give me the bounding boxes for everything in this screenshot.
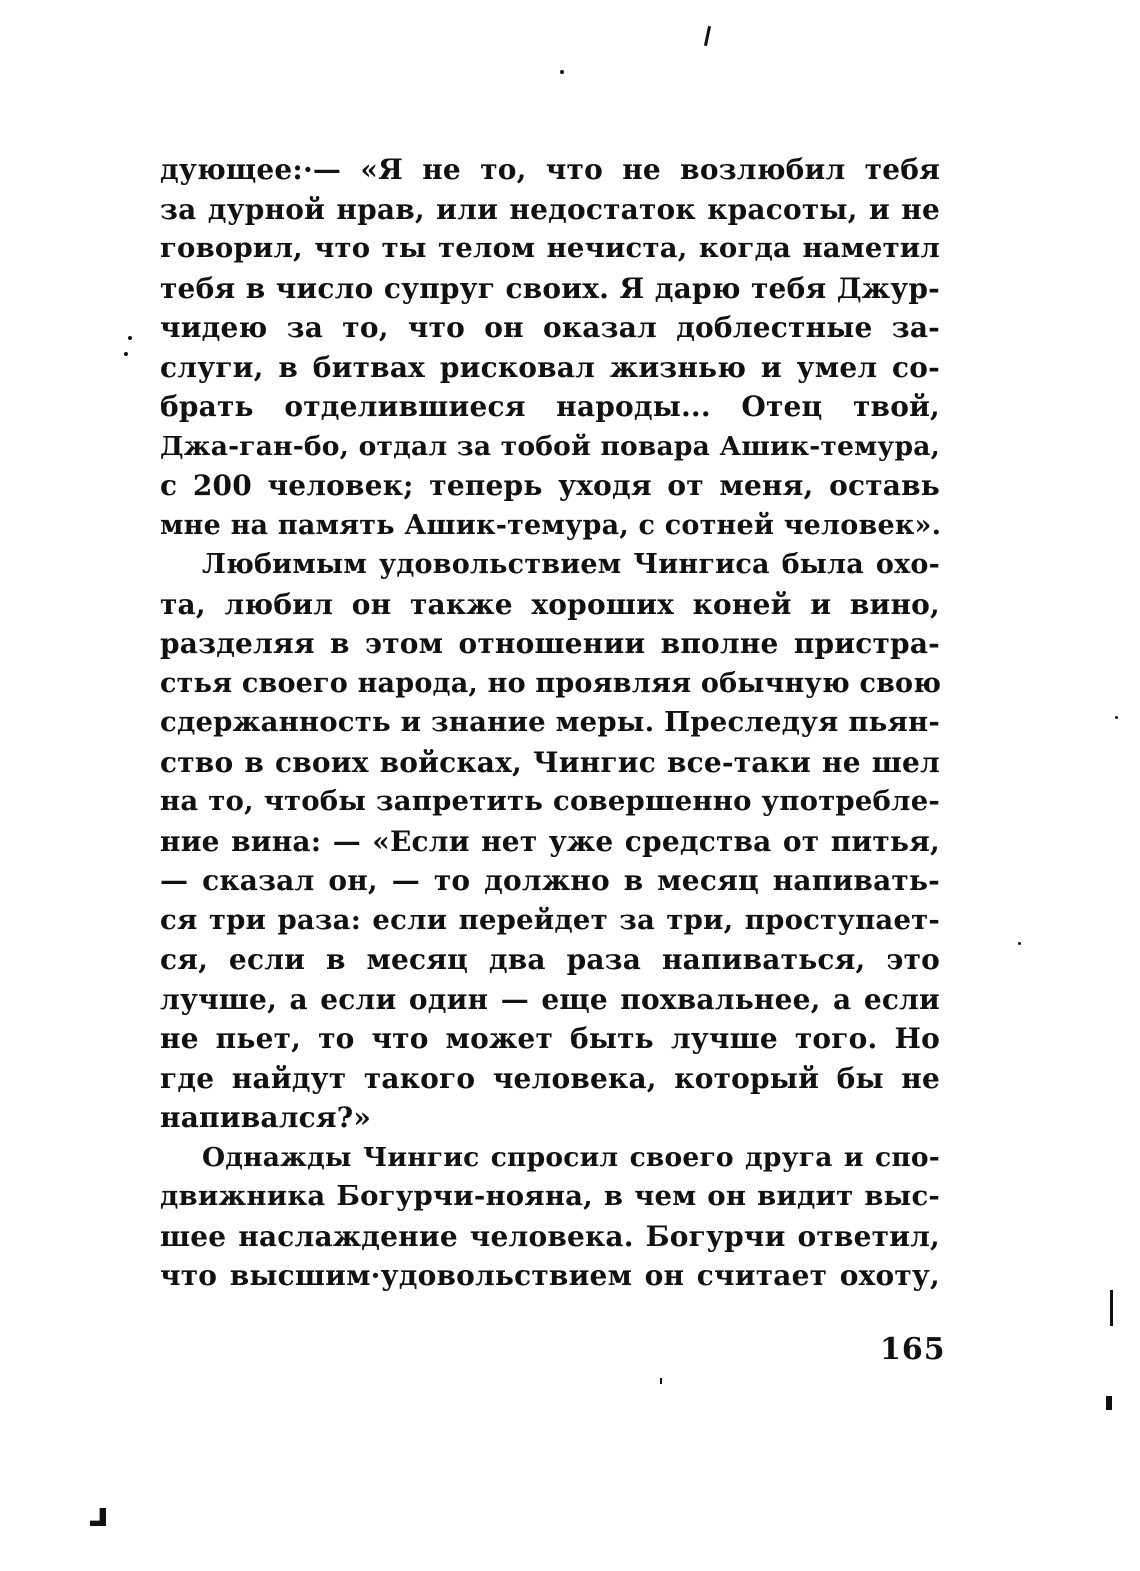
- paragraph-2: [160, 545, 940, 1138]
- text-line: Джа-ган-бо, отдал за тобой повара Ашик-темура,: [160, 430, 940, 462]
- scan-artifact: [560, 70, 564, 74]
- scan-artifact: [660, 1378, 662, 1384]
- text-line: — сказал он, — то должно в месяц напивать-: [160, 864, 940, 897]
- scan-artifact: [1110, 1290, 1113, 1326]
- text-line: Любимым удовольствием Чингиса была охо-: [202, 549, 940, 580]
- text-line: чидею за то, что он оказал доблестные за-: [160, 311, 940, 344]
- text-line: брать отделившиеся народы... Отец твой,: [160, 390, 940, 423]
- text-line: что высшим·удовольствием он считает охоту,: [160, 1259, 940, 1292]
- text-line: мне на память Ашик-темура, с сотней человек».: [160, 509, 942, 541]
- text-line: не пьет, то что может быть лучше того. Но: [160, 1022, 940, 1055]
- scan-artifact: [1018, 942, 1021, 945]
- page-number: 165: [880, 1332, 946, 1367]
- text-line: слуги, в битвах рисковал жизнью и умел со-: [160, 350, 940, 384]
- scan-artifact: [128, 336, 132, 340]
- text-line: с 200 человек; теперь уходя от меня, оставь: [160, 469, 940, 502]
- text-line: ся три раза: если перейдет за три, проступает-: [160, 903, 940, 936]
- text-line: стья своего народа, но проявляя обычную свою: [160, 667, 942, 699]
- text-line: сдержанность и знание меры. Преследуя пьян-: [160, 706, 940, 738]
- text-line: где найдут такого человека, который бы не: [160, 1061, 940, 1095]
- text-line: на то, чтобы запретить совершенно употребле-: [160, 785, 940, 817]
- text-line: тебя в число супруг своих. Я дарю тебя Джур-: [160, 271, 940, 305]
- paragraph-3: [160, 1138, 940, 1296]
- text-line: лучше, а если один — еще похвальнее, а если: [160, 982, 940, 1016]
- text-line: разделяя в этом отношении вполне пристра-: [160, 627, 940, 660]
- text-line: за дурной нрав, или недостаток красоты, и не: [160, 192, 940, 226]
- body-text: [160, 150, 940, 1296]
- text-line: та, любил он также хороших коней и вино,: [160, 587, 940, 621]
- scan-artifact: [1106, 1396, 1112, 1410]
- text-line: ние вина: — «Если нет уже средства от питья,: [160, 824, 940, 858]
- text-line: ся, если в месяц два раза напиваться, это: [160, 943, 940, 976]
- text-line: шее наслаждение человека. Богурчи ответил,: [160, 1219, 940, 1253]
- paragraph-1: [160, 150, 940, 545]
- text-line: движника Богурчи-нояна, в чем он видит выс-: [160, 1180, 940, 1212]
- scan-artifact: [90, 1508, 106, 1526]
- text-line: ство в своих войсках, Чингис все-таки не шел: [160, 745, 940, 779]
- scan-artifact: [704, 26, 711, 46]
- text-line: говорил, что ты телом нечиста, когда наметил: [160, 232, 940, 264]
- text-line: Однажды Чингис спросил своего друга и спо-: [202, 1141, 940, 1173]
- scan-artifact: [124, 352, 128, 356]
- text-line: дующее:·— «Я не то, что не возлюбил тебя: [160, 153, 940, 186]
- text-line: напивался?»: [160, 1101, 372, 1134]
- scan-artifact: [1115, 716, 1118, 719]
